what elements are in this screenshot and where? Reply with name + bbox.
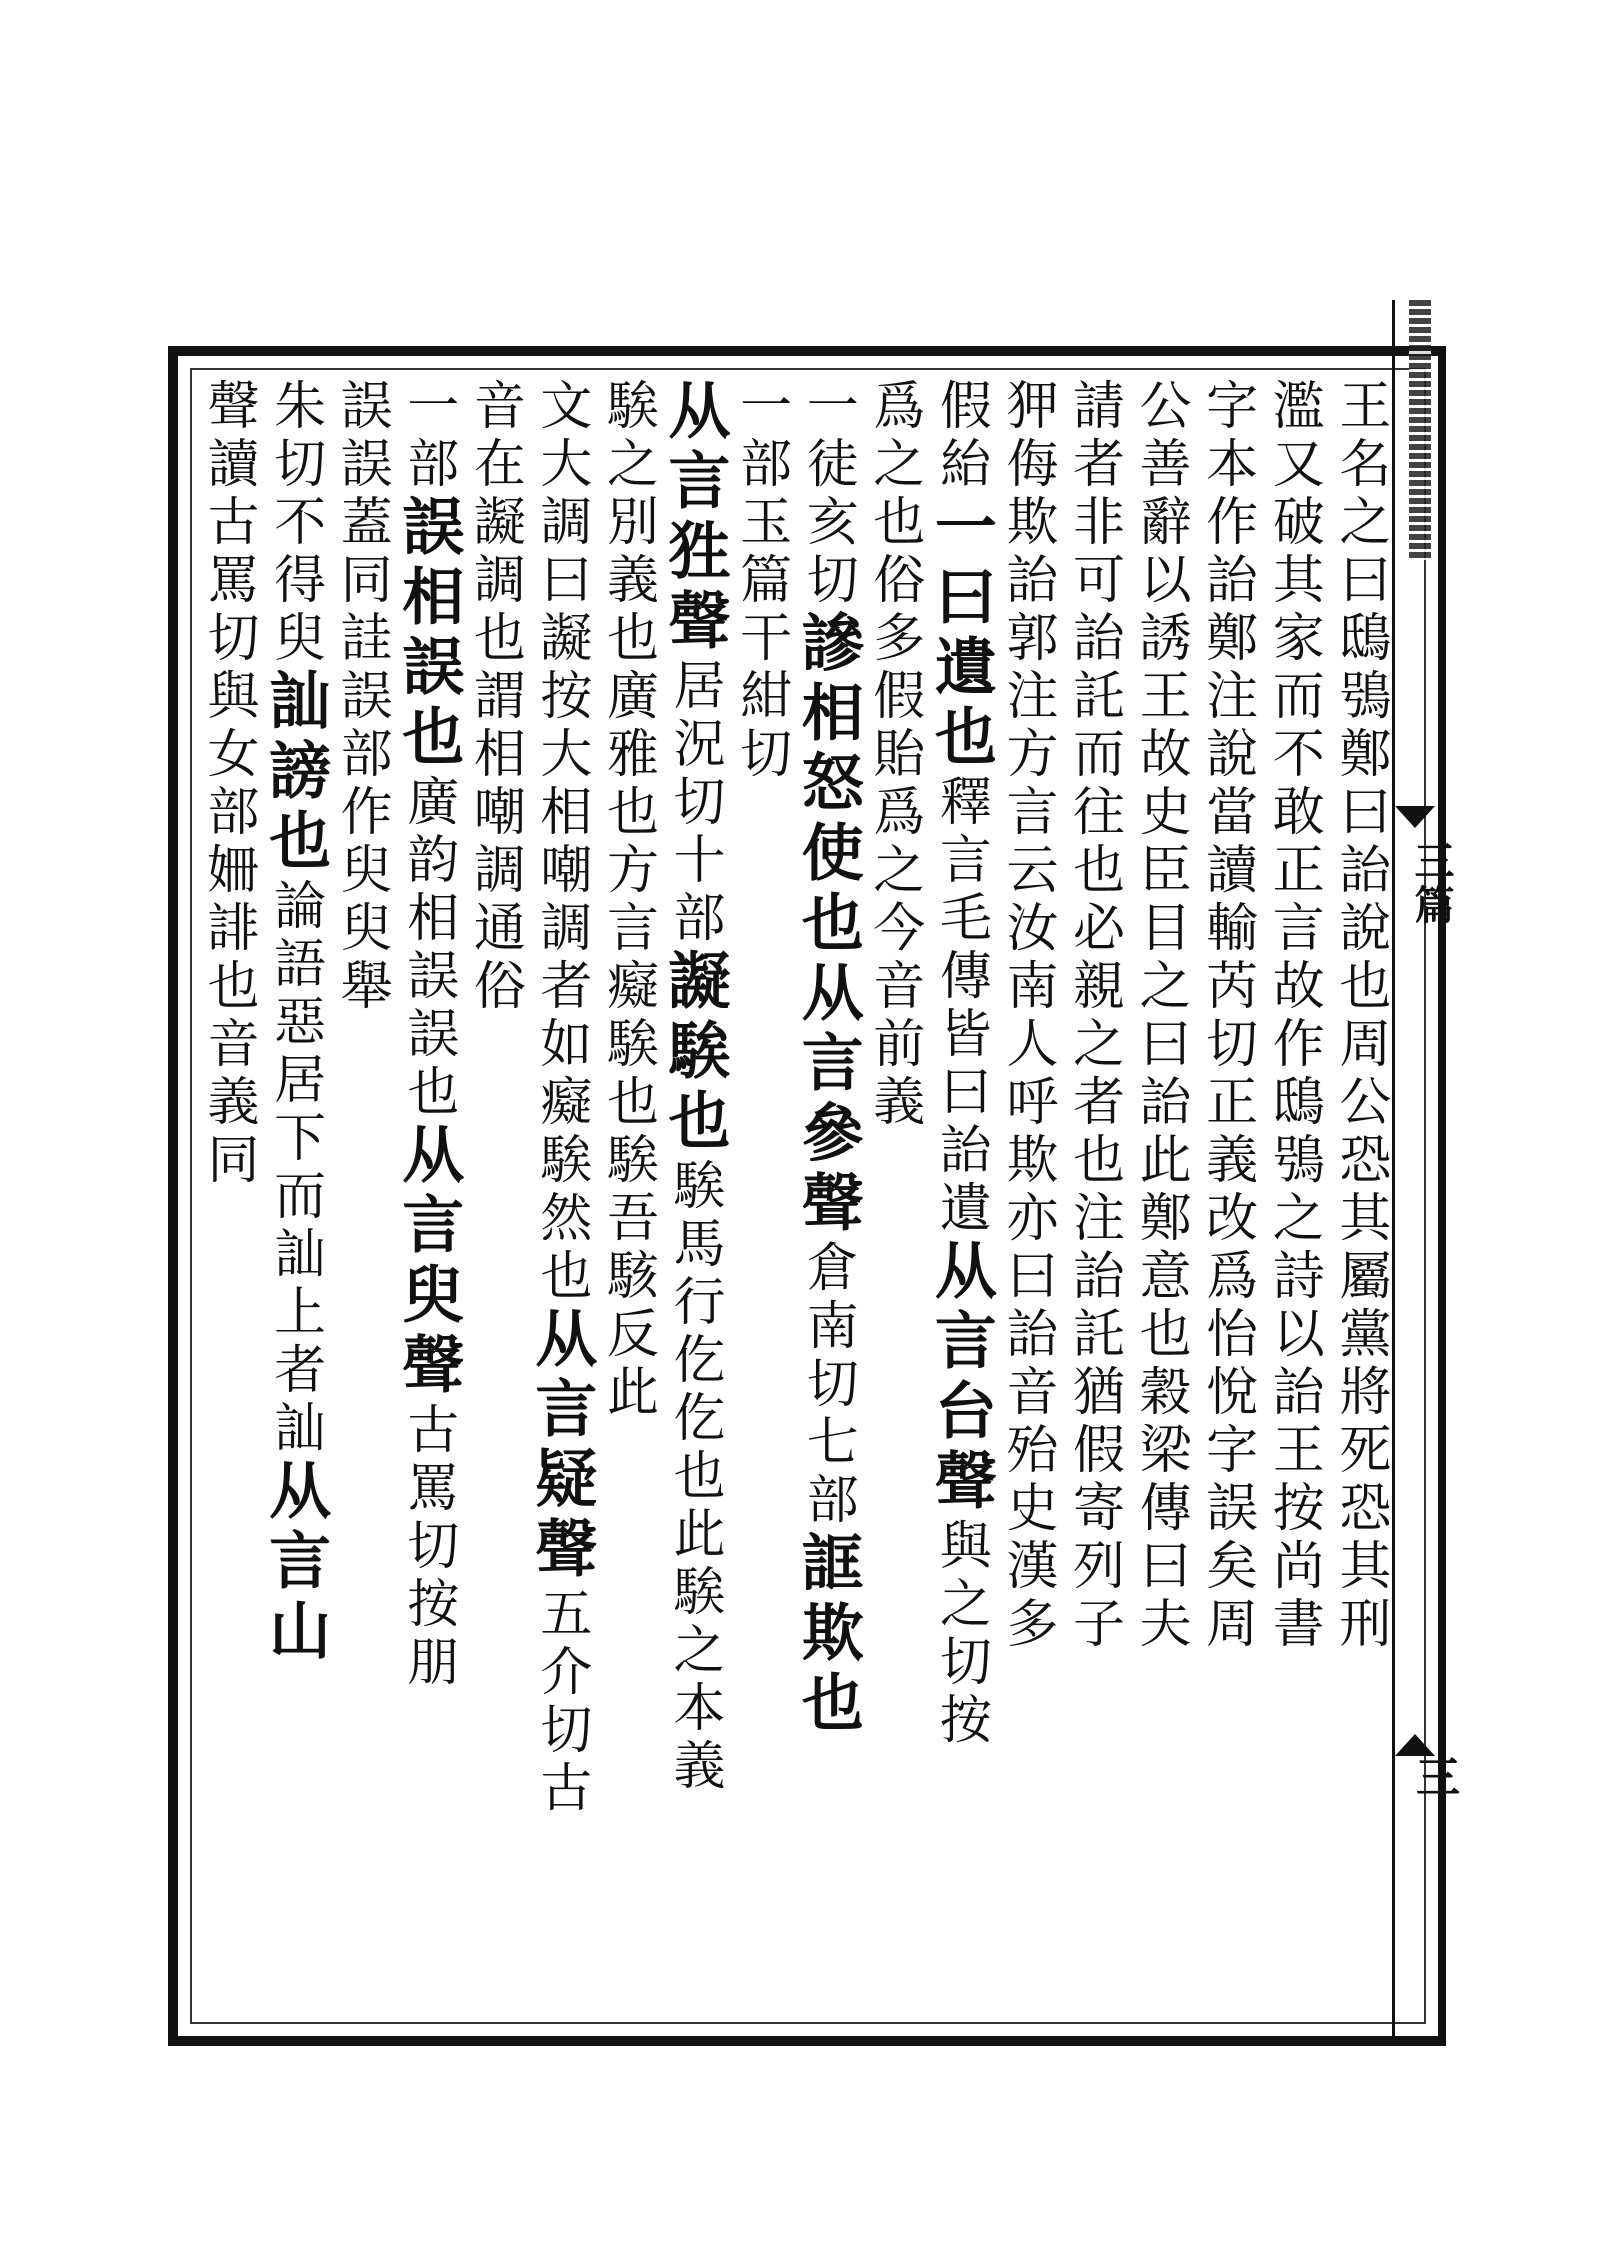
commentary-text: 朱切不得臾	[264, 378, 325, 668]
headword-text: 譺	[658, 948, 732, 1018]
commentary-text: 論語惡居下而訕上者訕	[264, 878, 325, 1458]
commentary-text: 文大調曰譺按大相嘲調者如癡騃然也	[530, 378, 591, 1306]
commentary-text: 與之切按	[930, 1518, 991, 1750]
headword-text: 誤	[391, 494, 465, 564]
headword-text: 相誤也	[391, 564, 465, 774]
text-column	[597, 378, 658, 2018]
commentary-text: 譺調也謂相嘲調通俗	[464, 494, 525, 1016]
headword-text: 从言山	[258, 1458, 332, 1668]
commentary-text: 也方言癡騃也騃吾駭反此	[597, 784, 658, 1422]
text-column	[924, 378, 998, 2018]
headword-text: 欺也	[791, 1600, 865, 1740]
commentary-text: 一徒亥切	[797, 378, 858, 610]
commentary-text: 爲之	[863, 378, 924, 494]
headword-text: 騃也	[658, 1018, 732, 1158]
commentary-text: 一部	[730, 378, 791, 494]
text-column	[200, 378, 256, 2018]
fish-tail-top-icon	[1395, 806, 1435, 828]
commentary-text: 也俗多假貽爲之	[863, 494, 924, 900]
text-column	[464, 378, 525, 2018]
commentary-text: 五介切古	[530, 1586, 591, 1818]
text-column	[331, 378, 392, 2018]
commentary-text: 王名之曰鴟鴞鄭曰詒說也周公恐其屬黨將死恐其刑	[1329, 378, 1390, 1654]
commentary-text: 與女部姍誹也音義同	[198, 668, 258, 1190]
text-column	[1130, 378, 1191, 2018]
headword-text: 謲	[791, 610, 865, 680]
commentary-text: 公善辭以誘王故史臣目之曰詒此鄭意也穀梁傳曰夫	[1130, 378, 1191, 1654]
headword-text: 一曰遺也	[924, 494, 998, 774]
text-column	[996, 378, 1057, 2018]
commentary-text: 部作臾臾舉	[331, 726, 392, 1016]
page-number: 三	[1408, 1754, 1459, 1798]
commentary-text: 騃馬行仡仡也此騃之本義	[664, 1158, 725, 1796]
text-columns	[200, 378, 1388, 2018]
commentary-text: 字本作詒鄭注說當讀輸芮切正義改爲怡悅字誤矣周	[1196, 378, 1257, 1654]
chapter-label: 三篇	[1408, 840, 1455, 928]
commentary-text: 玉篇干紺切	[730, 494, 791, 784]
text-column	[524, 378, 598, 2018]
commentary-text: 騃之別義也廣雅	[597, 378, 658, 784]
text-column	[1063, 378, 1124, 2018]
commentary-text: 倉南切七部	[797, 1240, 858, 1530]
worn-ink-strip	[1409, 300, 1431, 560]
commentary-text: 假紿	[930, 378, 991, 494]
commentary-text: 居況切十部	[664, 658, 725, 948]
headword-text: 訕	[258, 668, 332, 738]
text-column	[1263, 378, 1324, 2018]
headword-text: 从言台聲	[924, 1238, 998, 1518]
headword-text: 从言疑聲	[524, 1306, 598, 1586]
headword-text: 誆	[791, 1530, 865, 1600]
commentary-text: 一部	[397, 378, 458, 494]
text-column	[730, 378, 791, 2018]
commentary-text: 音在	[464, 378, 525, 494]
commentary-text: 請者非可詒託而往也必親之者也注詒託猶假寄列子	[1063, 378, 1124, 1654]
commentary-text: 古罵切按朋	[397, 1402, 458, 1692]
headword-text: 相怒使也从言參聲	[791, 680, 865, 1240]
headword-text: 从言臾聲	[391, 1122, 465, 1402]
commentary-text: 釋言毛傳皆曰詒遺	[930, 774, 991, 1238]
fold-center-strip	[1392, 300, 1459, 2046]
text-column	[658, 378, 732, 2018]
commentary-text: 狎侮欺詒郭注方言云汝南人呼欺亦曰詒音殆史漢多	[996, 378, 1057, 1654]
text-column	[1329, 378, 1390, 2018]
text-column	[258, 378, 332, 2018]
headword-text: 从言狌聲	[658, 378, 732, 658]
commentary-text: 廣韵相誤誤也	[397, 774, 458, 1122]
headword-text: 謗也	[258, 738, 332, 878]
commentary-text: 濫又破其家而不敢正言故作鴟鴞之詩以詒王按尚書	[1263, 378, 1324, 1654]
commentary-text: 今音前義	[863, 900, 924, 1132]
text-column	[863, 378, 924, 2018]
text-column	[391, 378, 465, 2018]
text-column	[1196, 378, 1257, 2018]
commentary-text: 聲讀古罵切	[198, 378, 258, 668]
fish-tail-bottom-icon	[1395, 1734, 1435, 1756]
commentary-text: 誤誤蓋同詿誤	[331, 378, 392, 726]
text-column	[791, 378, 865, 2018]
